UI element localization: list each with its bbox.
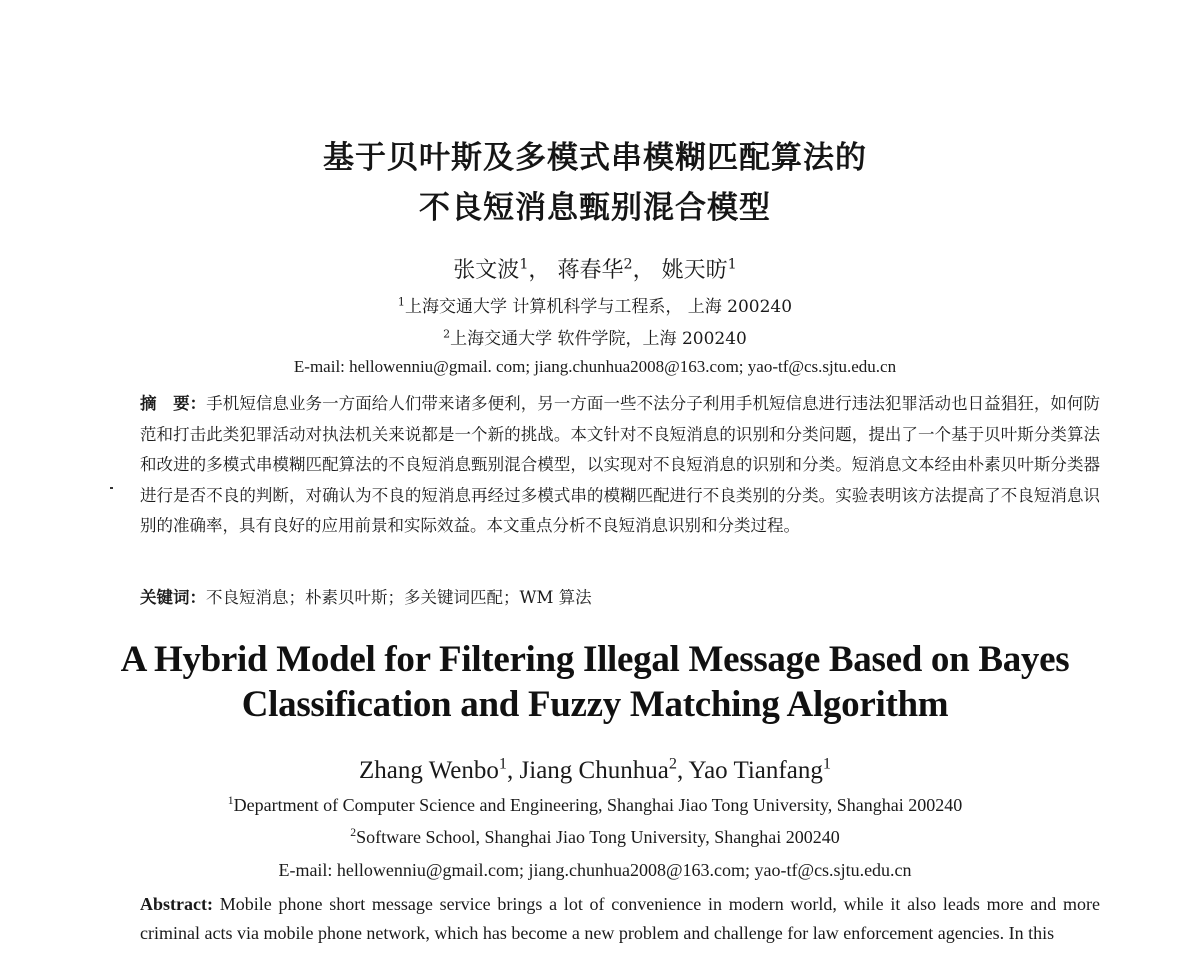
- affiliation-cn-text: 上海交通大学 计算机科学与工程系， 上海 200240: [404, 297, 793, 317]
- abstract-cn-label: 摘 要：: [140, 394, 207, 413]
- author-cn-sup: 1: [727, 256, 737, 273]
- affiliation-en-text: Software School, Shanghai Jiao Tong University, Shanghai 200240: [356, 827, 840, 847]
- author-cn-name: 蒋春华: [557, 258, 624, 283]
- affiliation-en-2: [0, 827, 1190, 848]
- affiliation-en-text: Department of Computer Science and Engineering, Shanghai Jiao Tong University, Shanghai 200240: [233, 795, 963, 815]
- author-en-name: Jiang Chunhua: [519, 757, 669, 784]
- email-en: E-mail: hellowenniu@gmail.com; jiang.chunhua2008@163.com; yao-tf@cs.sjtu.edu.cn: [278, 860, 912, 880]
- email-cn: E-mail: hellowenniu@gmail. com; jiang.chunhua2008@163.com; yao-tf@cs.sjtu.edu.cn: [293, 357, 897, 376]
- keywords-cn: [140, 584, 1100, 608]
- authors-en: [0, 754, 1190, 785]
- affiliation-en-sup: 2: [350, 826, 357, 839]
- scan-speck: [110, 487, 113, 489]
- author-en-name: Yao Tianfang: [688, 757, 823, 784]
- keywords-cn-label: 关键词：: [140, 588, 206, 607]
- abstract-en: [140, 890, 1100, 948]
- affiliation-cn-sup: 1: [397, 295, 405, 309]
- affiliation-en-sup: 1: [227, 794, 234, 807]
- abstract-cn-text: 手机短信息业务一方面给人们带来诸多便利，另一方面一些不法分子利用手机短信息进行违法犯罪活动也日益猖狂，如何防范和打击此类犯罪活动对执法机关来说都是一个新的挑战。本文针对不良短消息的识别和分类问题，提出了一个基于贝叶斯分类算法和改进的多模式串模糊匹配算法的不良短消息甄别混合模型，以实现对不良短消息的识别和分类。短消息文本经由朴素贝叶斯分类器进行是否不良的判断，对确认为不良的短消息再经过多模式串的模糊匹配进行不良类别的分类。实验表明该方法提高了不良短消息识别的准确率，具有良好的应用前景和实际效益。本文重点分析不良短消息识别和分类过程。: [140, 394, 1101, 535]
- author-en-sup: 2: [668, 754, 677, 773]
- affiliation-cn-sup: 2: [443, 327, 451, 341]
- author-en-sup: 1: [822, 754, 831, 773]
- author-en-name: Zhang Wenbo: [359, 757, 499, 784]
- author-cn-sup: 2: [623, 256, 633, 273]
- author-cn-name: 姚天昉: [661, 258, 728, 283]
- title-en-line1: A Hybrid Model for Filtering Illegal Message Based on Bayes: [120, 639, 1070, 680]
- title-cn-line1: 基于贝叶斯及多模式串模糊匹配算法的: [323, 140, 867, 176]
- abstract-en-label: Abstract:: [140, 894, 213, 914]
- author-cn-sup: 1: [519, 256, 529, 273]
- affiliation-cn-2: [0, 324, 1190, 349]
- abstract-cn: [140, 389, 1100, 542]
- affiliation-cn-1: [0, 292, 1190, 317]
- affiliation-en-1: [0, 795, 1190, 816]
- author-en-sep: ,: [507, 757, 520, 784]
- author-en-sup: 1: [498, 754, 508, 773]
- affiliation-cn-text: 上海交通大学 软件学院，上海 200240: [450, 329, 747, 349]
- authors-cn: [0, 253, 1190, 284]
- author-cn-sep: ，: [632, 258, 655, 283]
- author-en-sep: ,: [676, 757, 689, 784]
- abstract-en-text: Mobile phone short message service brings a lot of convenience in modern world, while it also leads more and more criminal acts via mobile phone network, which has become a new problem and challenge for law enforcement agencies. In this: [140, 894, 1101, 943]
- title-cn-line2: 不良短消息甄别混合模型: [419, 190, 771, 226]
- title-en-line2: Classification and Fuzzy Matching Algorithm: [241, 684, 949, 725]
- author-cn-sep: ，: [528, 258, 551, 283]
- keywords-cn-text: 不良短消息；朴素贝叶斯；多关键词匹配；WM 算法: [206, 588, 592, 607]
- author-cn-name: 张文波: [453, 258, 520, 283]
